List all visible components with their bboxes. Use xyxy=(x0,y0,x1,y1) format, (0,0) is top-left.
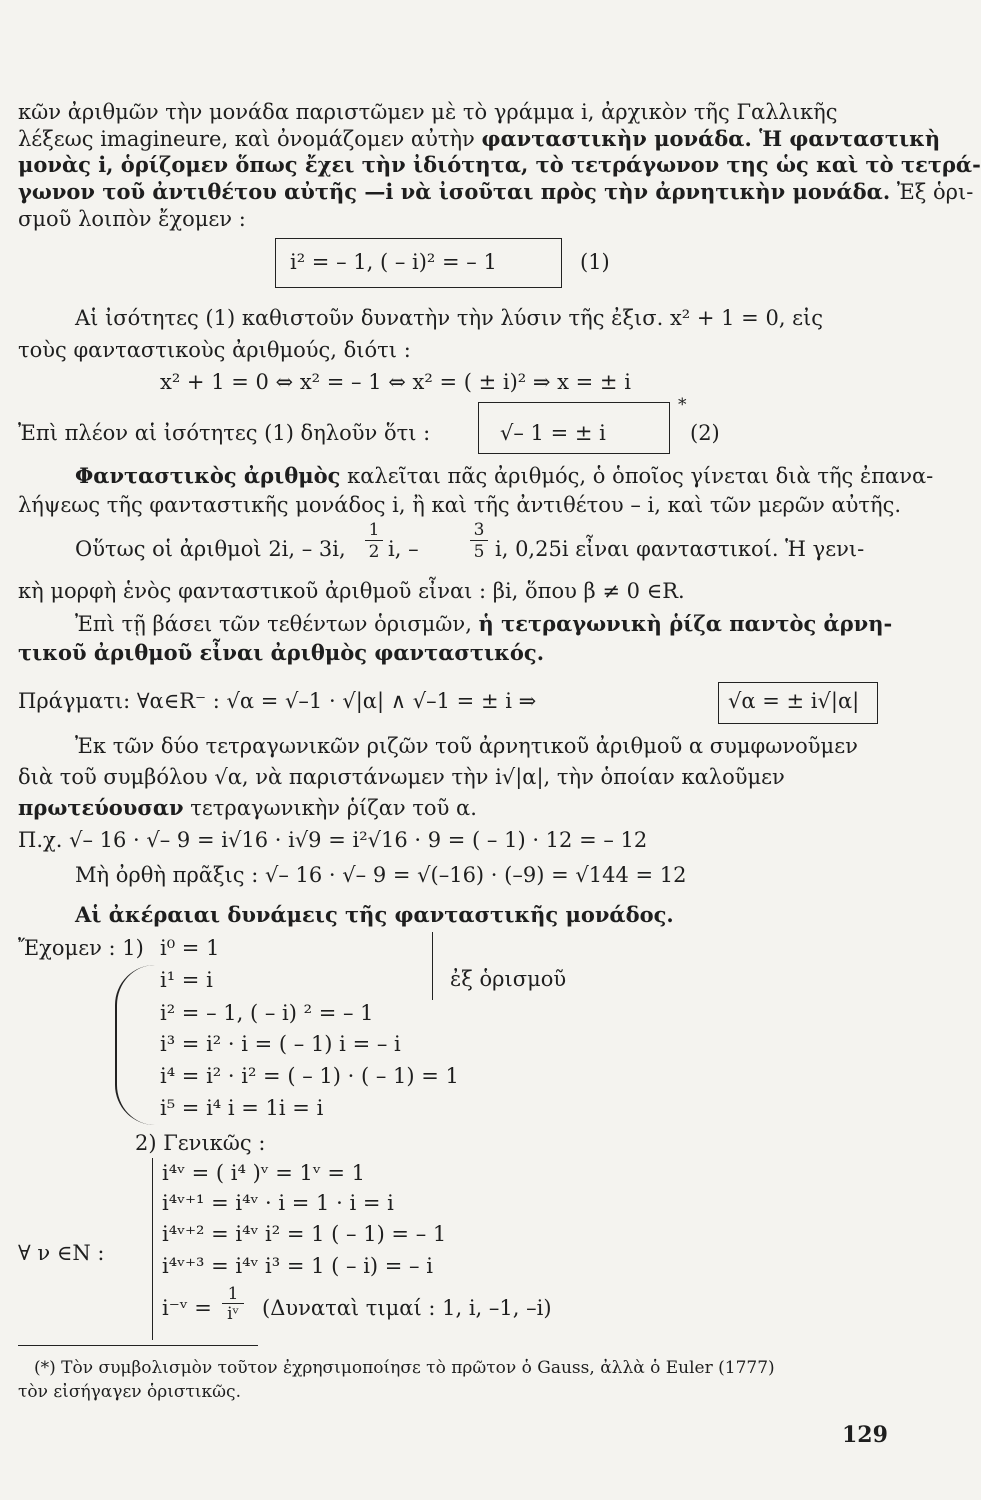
text-line: i, 0,25i εἶναι φανταστικοί. Ἡ γενι- xyxy=(495,537,865,561)
text-line: Ἐπὶ τῇ βάσει τῶν τεθέντων ὁρισμῶν, ἡ τετραγωνικὴ ῥίζα παντὸς ἀρνη- xyxy=(75,611,893,636)
power-row: i⁵ = i⁴ i = 1i = i xyxy=(160,1096,324,1120)
example-line: Μὴ ὀρθὴ πρᾶξις : √– 16 · √– 9 = √(–16) · (–9) = √144 = 12 xyxy=(75,863,687,887)
power-row: (Δυναταὶ τιμαί : 1, i, –1, –i) xyxy=(262,1296,552,1320)
fraction-numerator: 1 xyxy=(365,520,383,541)
quantifier: ∀ ν ∈N : xyxy=(18,1241,105,1265)
definition-note: ἐξ ὁρισμοῦ xyxy=(450,967,567,991)
bold-term: φανταστικὴν μονάδα. Ἡ φανταστικὴ xyxy=(481,126,941,151)
fraction-numerator: 1 xyxy=(222,1285,244,1304)
power-row: i⁻ᵛ = xyxy=(162,1296,212,1320)
power-row: i⁴ = i² · i² = ( – 1) · ( – 1) = 1 xyxy=(160,1064,459,1088)
equation-1: i² = – 1, ( – i)² = – 1 xyxy=(290,250,497,274)
bracket-line xyxy=(152,1158,153,1340)
equation-label: (1) xyxy=(580,250,610,274)
text-line: κῶν ἀριθμῶν τὴν μονάδα παριστῶμεν μὲ τὸ γράμμα i, ἀρχικὸν τῆς Γαλλικῆς xyxy=(18,100,838,124)
page-number: 129 xyxy=(842,1422,888,1448)
footnote-rule xyxy=(18,1345,258,1346)
equation-boxed: √α = ± i√|α| xyxy=(728,689,860,713)
equation-line: x² + 1 = 0 ⇔ x² = – 1 ⇔ x² = ( ± i)² ⇒ x = ± i xyxy=(160,370,631,394)
fraction-denominator: 5 xyxy=(473,542,485,562)
text-line: Ἔχομεν : 1) xyxy=(18,936,144,960)
equation-label: (2) xyxy=(690,421,720,445)
footnote-line: τὸν εἰσήγαγεν ὁριστικῶς. xyxy=(18,1382,241,1402)
power-row: i³ = i² · i = ( – 1) i = – i xyxy=(160,1032,401,1056)
text-line: γωνον τοῦ ἀντιθέτου αὐτῆς —i νὰ ἰσοῦται πρὸς τὴν ἀρνητικὴν μονάδα. Ἐξ ὁρι- xyxy=(18,179,974,204)
text-line: Οὕτως οἱ ἀριθμοὶ 2i, – 3i, xyxy=(75,537,346,561)
fraction-denominator: 2 xyxy=(368,542,380,562)
text-line: σμοῦ λοιπὸν ἔχομεν : xyxy=(18,207,246,231)
power-row: i⁴ᵛ = ( i⁴ )ᵛ = 1ᵛ = 1 xyxy=(162,1161,366,1185)
text-line: λήψεως τῆς φανταστικῆς μονάδος i, ἢ καὶ τῆς ἀντιθέτου – i, καὶ τῶν μερῶν αὐτῆς. xyxy=(18,493,902,517)
text-line: τοὺς φανταστικοὺς ἀριθμούς, διότι : xyxy=(18,338,411,362)
power-row: i² = – 1, ( – i) ² = – 1 xyxy=(160,1001,374,1025)
power-row: i⁴ᵛ⁺³ = i⁴ᵛ i³ = 1 ( – i) = – i xyxy=(162,1254,433,1278)
power-row: i⁰ = 1 xyxy=(160,936,220,960)
footnote-marker: * xyxy=(678,395,687,415)
text-line: πρωτεύουσαν τετραγωνικὴν ῥίζαν τοῦ α. xyxy=(18,795,477,820)
text-line: μονὰς i, ὁρίζομεν ὅπως ἔχει τὴν ἰδιότητα, τὸ τετράγωνον της ὡς καὶ τὸ τετρά- xyxy=(18,152,981,177)
left-brace xyxy=(115,965,155,1125)
example-line: Π.χ. √– 16 · √– 9 = i√16 · i√9 = i²√16 · 9 = ( – 1) · 12 = – 12 xyxy=(18,828,648,852)
text-line: Αἱ ἰσότητες (1) καθιστοῦν δυνατὴν τὴν λύσιν τῆς ἐξισ. x² + 1 = 0, εἰς xyxy=(75,306,824,330)
footnote-line: (*) Τὸν συμβολισμὸν τοῦτον ἐχρησιμοποίησε τὸ πρῶτον ὁ Gauss, ἀλλὰ ὁ Euler (1777) xyxy=(34,1358,775,1378)
equation-2: √– 1 = ± i xyxy=(500,421,606,445)
fraction-numerator: 3 xyxy=(470,520,488,541)
text-line: Ἐκ τῶν δύο τετραγωνικῶν ριζῶν τοῦ ἀρνητικοῦ ἀριθμοῦ α συμφωνοῦμεν xyxy=(75,734,858,758)
text-line: Πράγματι: ∀α∈R⁻ : √α = √–1 · √|α| ∧ √–1 = ± i ⇒ xyxy=(18,689,537,713)
text-line: τικοῦ ἀριθμοῦ εἶναι ἀριθμὸς φανταστικός. xyxy=(18,640,545,665)
text-line: λέξεως imagineure, καὶ ὀνομάζομεν αὐτὴν φανταστικὴν μονάδα. Ἡ φανταστικὴ xyxy=(18,126,941,151)
power-row: i⁴ᵛ⁺¹ = i⁴ᵛ · i = 1 · i = i xyxy=(162,1191,394,1215)
text-line: i, – xyxy=(388,537,419,561)
section-heading: Αἱ ἀκέραιαι δυνάμεις τῆς φανταστικῆς μονάδος. xyxy=(75,902,674,927)
power-row: i⁴ᵛ⁺² = i⁴ᵛ i² = 1 ( – 1) = – 1 xyxy=(162,1222,447,1246)
text-line: Ἐπὶ πλέον αἱ ἰσότητες (1) δηλοῦν ὅτι : xyxy=(18,421,431,445)
text-line: κὴ μορφὴ ἑνὸς φανταστικοῦ ἀριθμοῦ εἶναι : βi, ὅπου β ≠ 0 ∈R. xyxy=(18,579,685,603)
text-line: Φανταστικὸς ἀριθμὸς καλεῖται πᾶς ἀριθμός, ὁ ὁποῖος γίνεται διὰ τῆς ἐπανα- xyxy=(75,463,934,488)
text-line: διὰ τοῦ συμβόλου √α, νὰ παριστάνωμεν τὴν i√|α|, τὴν ὁποίαν καλοῦμεν xyxy=(18,765,785,789)
fraction-denominator: iᵛ xyxy=(227,1304,239,1324)
text-line: 2) Γενικῶς : xyxy=(135,1131,266,1155)
power-row: i¹ = i xyxy=(160,968,213,992)
bracket-line xyxy=(432,932,433,1000)
